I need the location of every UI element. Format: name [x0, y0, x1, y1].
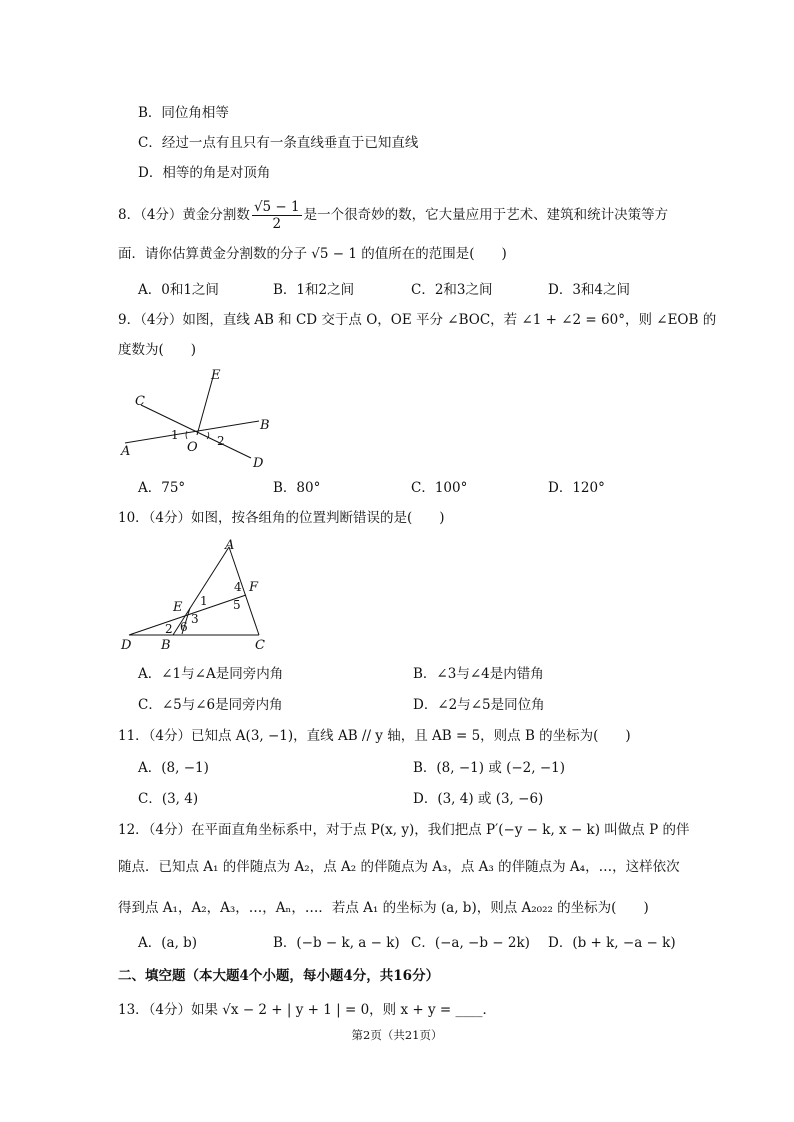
q8-option-a: A．0和1之间 — [138, 282, 219, 298]
label-d: D — [121, 638, 132, 653]
q10-figure — [115, 535, 285, 655]
label-a: A — [121, 444, 131, 459]
q13-stem: 13．（4分）如果 √x − 2 + | y + 1 | = 0，则 x + y = ____． — [118, 1002, 496, 1018]
q12-stem-line1: 12．（4分）在平面直角坐标系中，对于点 P(x, y)，我们把点 P′(−y − k, x − k) 叫做点 P 的伴 — [118, 822, 690, 838]
golden-ratio-fraction — [252, 199, 302, 232]
q12-option-b: B．(−b − k, a − k) — [273, 935, 400, 951]
q9-option-c: C．100° — [411, 480, 468, 496]
q12-stem-line3: 得到点 A₁，A₂，A₃，…，Aₙ，…．若点 A₁ 的坐标为 (a, b)，则点 A₂₀₂₂ 的坐标为( ) — [118, 900, 649, 916]
fraction-denominator: 2 — [272, 216, 282, 232]
label-f: F — [249, 580, 259, 595]
page-footer: 第2页（共21页） — [351, 1028, 443, 1042]
label-angle-2: 2 — [217, 434, 225, 448]
q8-option-b: B．1和2之间 — [273, 282, 355, 298]
q10-stem: 10．（4分）如图，按各组角的位置判断错误的是( ) — [118, 510, 445, 526]
q9-option-d: D．120° — [548, 480, 605, 496]
label-d: D — [253, 456, 264, 471]
ray-oe — [197, 377, 213, 435]
label-e: E — [173, 600, 183, 615]
label-angle-4: 4 — [234, 580, 242, 594]
q10-option-a: A．∠1与∠A是同旁内角 — [138, 666, 284, 682]
angle-1-arc — [186, 431, 187, 439]
label-angle-5: 5 — [233, 598, 241, 612]
q11-option-d: D．(3, 4) 或 (3, −6) — [413, 791, 544, 807]
q9-stem-line1: 9．（4分）如图，直线 AB 和 CD 交于点 O，OE 平分 ∠BOC，若 ∠1 + ∠2 = 60°，则 ∠EOB 的 — [118, 312, 717, 328]
q8-stem-line1 — [118, 198, 668, 232]
q10-option-d: D．∠2与∠5是同位角 — [413, 697, 545, 713]
label-b: B — [260, 418, 270, 433]
q11-option-b: B．(8, −1) 或 (−2, −1) — [413, 760, 566, 776]
q8-text1: 是一个很奇妙的数，它大量应用于艺术、建筑和统计决策等方 — [303, 207, 669, 223]
q7-option-c: C．经过一点有且只有一条直线垂直于已知直线 — [138, 135, 419, 151]
q12-option-c: C．(−a, −b − 2k) — [411, 935, 530, 951]
q12-option-d: D．(b + k, −a − k) — [548, 935, 676, 951]
q7-option-b: B．同位角相等 — [138, 105, 229, 121]
q8-option-c: C．2和3之间 — [411, 282, 493, 298]
q9-stem-line2: 度数为( ) — [118, 342, 197, 358]
q12-stem-line2: 随点．已知点 A₁ 的伴随点为 A₂，点 A₂ 的伴随点为 A₃，点 A₃ 的伴随点为 A₄，…，这样依次 — [118, 859, 680, 875]
q9-option-b: B．80° — [273, 480, 321, 496]
q10-option-b: B．∠3与∠4是内错角 — [413, 666, 544, 682]
q11-option-a: A．(8, −1) — [138, 760, 209, 776]
q9-option-a: A．75° — [138, 480, 186, 496]
label-o: O — [187, 440, 198, 455]
q11-stem: 11．（4分）已知点 A(3, −1)，直线 AB // y 轴，且 AB = 5，则点 B 的坐标为( ) — [118, 728, 631, 744]
q8-stem-line2: 面．请你估算黄金分割数的分子 √5 − 1 的值所在的范围是( ) — [118, 246, 507, 262]
q8-option-d: D．3和4之间 — [548, 282, 631, 298]
label-c: C — [135, 394, 145, 409]
label-c: C — [255, 638, 265, 653]
label-angle-1: 1 — [200, 594, 208, 608]
q8-prefix: 8．（4分）黄金分割数 — [118, 207, 250, 223]
label-b: B — [161, 638, 171, 653]
fraction-numerator: √5 − 1 — [253, 199, 300, 215]
q11-option-c: C．(3, 4) — [138, 791, 199, 807]
label-e: E — [211, 368, 221, 383]
q12-option-a: A．(a, b) — [138, 935, 198, 951]
q10-option-c: C．∠5与∠6是同旁内角 — [138, 697, 283, 713]
label-angle-1: 1 — [171, 428, 179, 442]
q9-figure — [115, 365, 285, 475]
label-angle-2: 2 — [165, 622, 173, 636]
label-a: A — [225, 538, 235, 553]
label-angle-6: 6 — [180, 620, 188, 634]
q7-option-d: D．相等的角是对顶角 — [138, 165, 271, 181]
label-angle-3: 3 — [191, 612, 199, 626]
section-2-title: 二、填空题（本大题4个小题，每小题4分，共16分） — [118, 968, 440, 984]
